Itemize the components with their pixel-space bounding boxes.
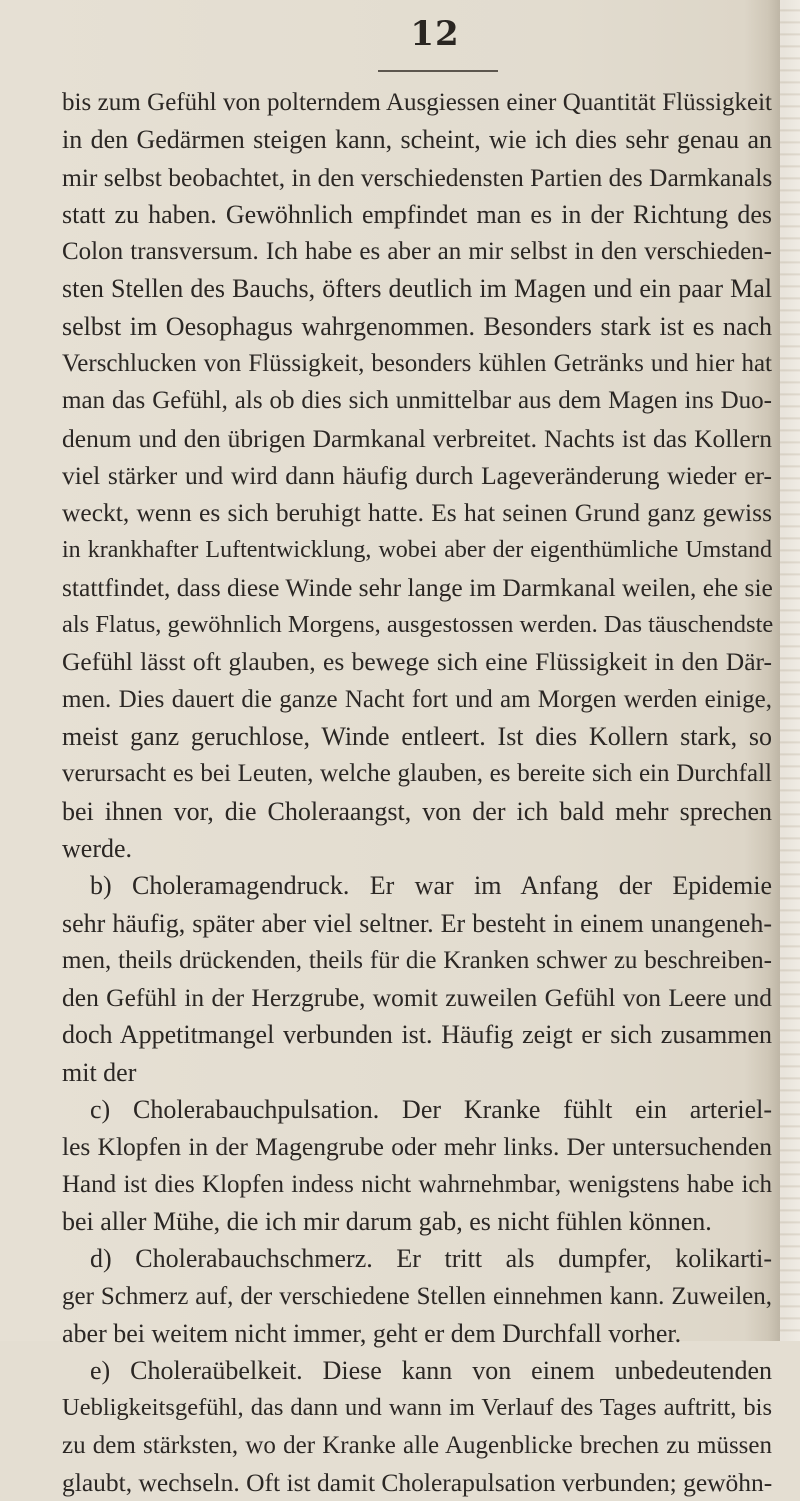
- text-line: meist ganz geruchlose, Winde entleert. Ist dies Kollern stark, so: [62, 722, 772, 752]
- text-line: Gefühl lässt oft glauben, es bewege sich eine Flüssigkeit in den Där-: [62, 647, 772, 677]
- page-number-rule: [378, 70, 498, 72]
- text-line: sten Stellen des Bauchs, öfters deutlich im Magen und ein paar Mal: [62, 274, 772, 304]
- text-line: zu dem stärksten, wo der Kranke alle Augenblicke brechen zu müssen: [62, 1431, 772, 1459]
- text-line: als Flatus, gewöhnlich Morgens, ausgestossen werden. Das täuschendste: [62, 611, 774, 639]
- page-edge: [780, 0, 800, 1341]
- text-line: weckt, wenn es sich beruhigt hatte. Es hat seinen Grund ganz gewiss: [62, 498, 772, 528]
- text-line: men. Dies dauert die ganze Nacht fort und am Morgen werden einige,: [62, 685, 772, 713]
- page-number: 12: [410, 14, 460, 54]
- text-line: doch Appetitmangel verbunden ist. Häufig zeigt er sich zusammen: [62, 1020, 772, 1050]
- text-line: man das Gefühl, als ob dies sich unmittelbar aus dem Magen ins Duo-: [62, 387, 772, 415]
- text-line: ger Schmerz auf, der verschiedene Stellen einnehmen kann. Zuweilen,: [62, 1282, 772, 1310]
- text-line: in den Gedärmen steigen kann, scheint, wie ich dies sehr genau an: [62, 125, 772, 155]
- text-line: mit der: [62, 1057, 137, 1087]
- text-line: viel stärker und wird dann häufig durch Lageveränderung wieder er-: [62, 460, 772, 490]
- text-line: werde.: [62, 833, 133, 863]
- text-line: Verschlucken von Flüssigkeit, besonders kühlen Getränks und hier hat: [62, 350, 772, 378]
- text-line: bei aller Mühe, die ich mir darum gab, es nicht fühlen können.: [62, 1206, 712, 1236]
- text-line: Colon transversum. Ich habe es aber an mir selbst in den verschieden-: [62, 238, 772, 266]
- text-line: bei ihnen vor, die Choleraangst, von der ich bald mehr sprechen: [62, 796, 772, 826]
- text-line: stattfindet, dass diese Winde sehr lange im Darmkanal weilen, ehe sie: [62, 572, 773, 602]
- text-line: selbst im Oesophagus wahrgenommen. Besonders stark ist es nach: [62, 311, 772, 341]
- text-line: Uebligkeitsgefühl, das dann und wann im Verlauf des Tages auftritt, bis: [62, 1394, 772, 1422]
- text-line: e) Choleraübelkeit. Diese kann von einem unbedeutenden: [90, 1356, 772, 1386]
- text-line: in krankhafter Luftentwicklung, wobei aber der eigenthümliche Umstand: [62, 536, 772, 563]
- text-line: statt zu haben. Gewöhnlich empfindet man es in der Richtung des: [62, 199, 772, 229]
- text-line: denum und den übrigen Darmkanal verbreitet. Nachts ist das Kollern: [62, 423, 772, 453]
- text-line: d) Cholerabauchschmerz. Er tritt als dumpfer, kolikarti-: [90, 1244, 772, 1274]
- text-line: men, theils drückenden, theils für die Kranken schwer zu beschreiben-: [62, 946, 772, 974]
- text-line: b) Choleramagendruck. Er war im Anfang der Epidemie: [90, 871, 772, 901]
- text-line: bis zum Gefühl von polterndem Ausgiessen einer Quantität Flüssigkeit: [62, 89, 772, 116]
- text-line: les Klopfen in der Magengrube oder mehr links. Der untersuchenden: [62, 1132, 772, 1162]
- text-line: sehr häufig, später aber viel seltner. Er besteht in einem unangeneh-: [62, 908, 772, 938]
- text-line: aber bei weitem nicht immer, geht er dem Durchfall vorher.: [62, 1318, 682, 1348]
- text-line: glaubt, wechseln. Oft ist damit Cholerapulsation verbunden; gewöhn-: [62, 1467, 773, 1497]
- text-line: mir selbst beobachtet, in den verschiedensten Partien des Darmkanals: [62, 162, 773, 192]
- text-line: verursacht es bei Leuten, welche glauben, es bereite sich ein Durchfall: [62, 760, 772, 788]
- text-line: c) Cholerabauchpulsation. Der Kranke fühlt ein arteriel-: [90, 1095, 772, 1125]
- body-text: [62, 84, 772, 1501]
- text-line: den Gefühl in der Herzgrube, womit zuweilen Gefühl von Leere und: [62, 983, 772, 1013]
- text-line: Hand ist dies Klopfen indess nicht wahrnehmbar, wenigstens habe ich: [62, 1170, 772, 1198]
